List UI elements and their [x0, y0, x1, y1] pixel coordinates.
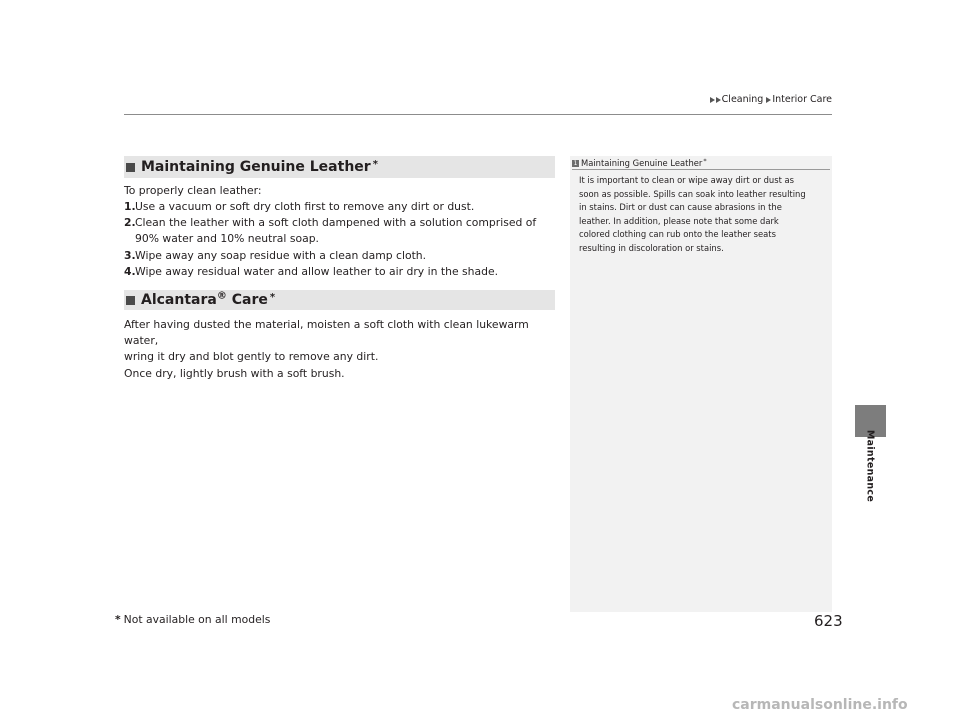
- step-text: Use a vacuum or soft dry cloth first to remove any dirt or dust.: [135, 200, 475, 213]
- text-line: wring it dry and blot gently to remove any dirt.: [124, 350, 379, 364]
- chapter-tab-label[interactable]: Maintenance: [864, 429, 876, 503]
- breadcrumb-arrow-icon: [710, 97, 715, 103]
- text-line: It is important to clean or wipe away dirt or dust as: [579, 175, 795, 185]
- section-title-main: Alcantara: [141, 292, 217, 308]
- list-item: [124, 199, 554, 215]
- step-number: 4.: [124, 264, 136, 278]
- square-bullet-icon: [126, 296, 135, 305]
- text-line: After having dusted the material, moisten a soft cloth with clean lukewarm water,: [124, 318, 529, 348]
- footnote-marker: *: [703, 157, 707, 165]
- note-number-icon: 1: [573, 159, 578, 167]
- note-title-text[interactable]: Maintaining Genuine Leather: [581, 158, 703, 168]
- step-text: Wipe away any soap residue with a clean damp cloth.: [135, 248, 427, 262]
- section-title: Maintaining Genuine Leather: [141, 159, 371, 175]
- section-title-suffix: Care: [226, 292, 268, 308]
- square-bullet-icon: [126, 163, 135, 172]
- footnote-marker: *: [269, 291, 276, 303]
- page-number: 623: [814, 612, 843, 630]
- alcantara-care-text: [124, 317, 554, 382]
- intro-text: To properly clean leather:: [124, 184, 262, 197]
- cleaning-steps-list: [124, 199, 554, 280]
- header-divider: [124, 114, 832, 115]
- watermark: carmanualsonline.info: [732, 697, 908, 713]
- text-line: soon as possible. Spills can soak into leather resulting: [579, 188, 806, 199]
- breadcrumb-arrow-icon: [716, 97, 721, 103]
- breadcrumb-arrow-icon: [766, 97, 771, 103]
- breadcrumb-item-cleaning[interactable]: Cleaning: [721, 94, 764, 105]
- list-item: [124, 248, 554, 264]
- text-line: Once dry, lightly brush with a soft brush.: [124, 366, 345, 380]
- section-heading-genuine-leather: [124, 156, 555, 178]
- footnote: [115, 613, 270, 626]
- step-number: 1.: [124, 200, 136, 213]
- step-text: Clean the leather with a soft cloth dampened with a solution comprised of 90% water and 10% neutral soap.: [135, 216, 537, 246]
- list-item: [124, 264, 554, 280]
- text-line: colored clothing can rub onto the leather seats: [579, 229, 776, 239]
- note-divider: [572, 169, 830, 170]
- section-title: [141, 292, 268, 308]
- section-heading-alcantara: [124, 290, 555, 310]
- text-line: resulting in discoloration or stains.: [579, 242, 724, 253]
- text-line: in stains. Dirt or dust can cause abrasions in the: [579, 202, 782, 212]
- breadcrumb-item-interior-care[interactable]: Interior Care: [772, 94, 832, 105]
- step-number: 2.: [124, 216, 136, 230]
- footnote-marker: *: [372, 158, 378, 170]
- breadcrumb: [710, 94, 832, 105]
- footnote-star: *: [115, 613, 121, 626]
- registered-mark: ®: [216, 290, 227, 302]
- footnote-text: Not available on all models: [123, 613, 271, 626]
- list-item: [124, 215, 554, 247]
- sidebar-note-body: [579, 174, 825, 255]
- text-line: leather. In addition, please note that some dark: [579, 215, 779, 226]
- step-text: Wipe away residual water and allow leather to air dry in the shade.: [135, 264, 499, 278]
- step-number: 3.: [124, 248, 136, 262]
- sidebar-note-title: [572, 158, 707, 168]
